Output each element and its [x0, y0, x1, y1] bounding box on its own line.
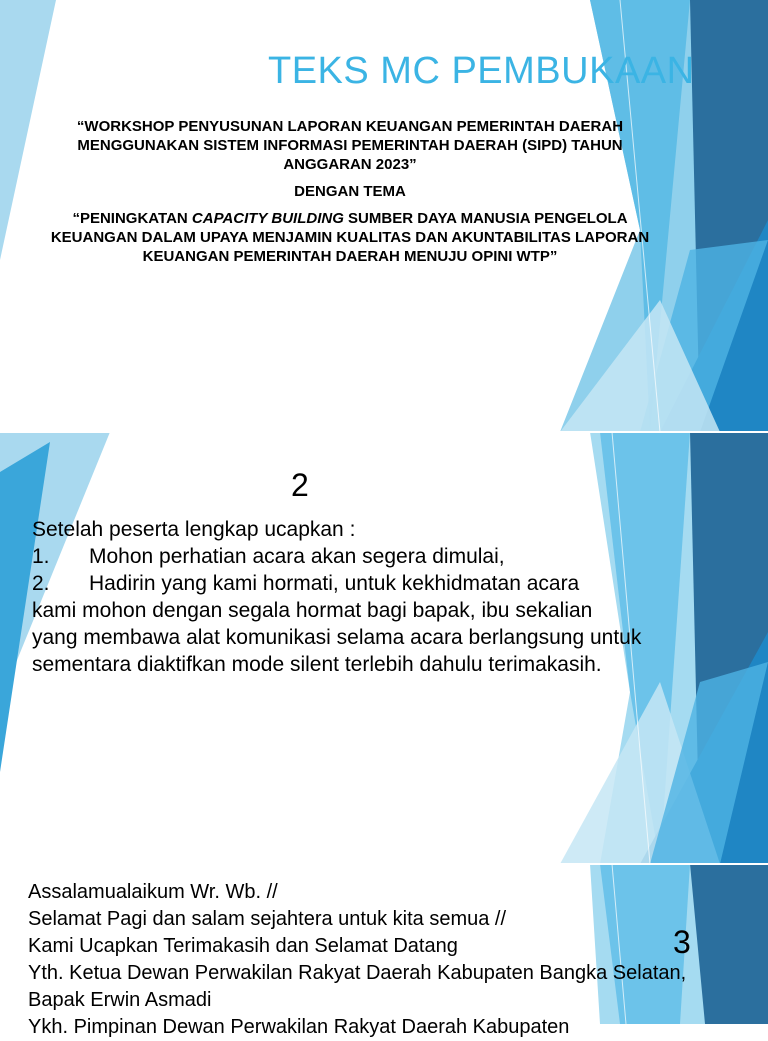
list-text: Mohon perhatian acara akan segera dimulai,	[89, 545, 505, 568]
slide-3-body	[28, 879, 688, 1041]
list-item	[32, 543, 642, 570]
list-number: 2.	[32, 572, 50, 595]
slide-2-body	[32, 516, 642, 678]
theme-prefix: “PENINGKATAN	[72, 210, 192, 227]
slide-1	[0, 0, 768, 432]
greeting-line: Assalamualaikum Wr. Wb. //	[28, 881, 278, 903]
workshop-title: “WORKSHOP PENYUSUNAN LAPORAN KEUANGAN PEMERINTAH DAERAH MENGGUNAKAN SISTEM INFORMASI PEMERINTAH DAERAH (SIPD) TAHUN ANGGARAN 2023”	[76, 118, 624, 173]
page-title: TEKS MC PEMBUKAAN	[268, 50, 695, 92]
theme-label: DENGAN TEMA	[294, 183, 406, 200]
theme-italic: CAPACITY BUILDING	[191, 210, 344, 227]
greeting-line: Selamat Pagi dan salam sejahtera untuk kita semua //	[28, 908, 507, 930]
theme-suffix: SUMBER DAYA MANUSIA PENGELOLA KEUANGAN DALAM UPAYA MENJAMIN KUALITAS DAN AKUNTABILITAS LAPORAN KEUANGAN PEMERINTAH DAERAH MENUJU OPINI WTP”	[50, 210, 650, 265]
intro-line: Setelah peserta lengkap ucapkan :	[32, 518, 356, 541]
list-number: 1.	[32, 545, 50, 568]
slide-2	[0, 432, 768, 864]
theme-text	[48, 209, 652, 266]
list-text: Hadirin yang kami hormati, untuk kekhidmatan acara	[89, 572, 580, 595]
page-number: 3	[673, 924, 691, 960]
list-item	[32, 570, 642, 597]
page-number: 2	[291, 467, 309, 503]
slide-3	[0, 864, 768, 1038]
list-continuation: kami mohon dengan segala hormat bagi bapak, ibu sekalian yang membawa alat komunikasi selama acara berlangsung untuk sementara diaktifkan mode silent terlebih dahulu terimakasih.	[32, 599, 642, 676]
greeting-line: Kami Ucapkan Terimakasih dan Selamat Datang	[28, 935, 458, 957]
greeting-line: Ykh. Pimpinan Dewan Perwakilan Rakyat Daerah Kabupaten	[28, 1016, 570, 1038]
greeting-line: Yth. Ketua Dewan Perwakilan Rakyat Daerah Kabupaten Bangka Selatan, Bapak Erwin Asmadi	[28, 962, 687, 1011]
